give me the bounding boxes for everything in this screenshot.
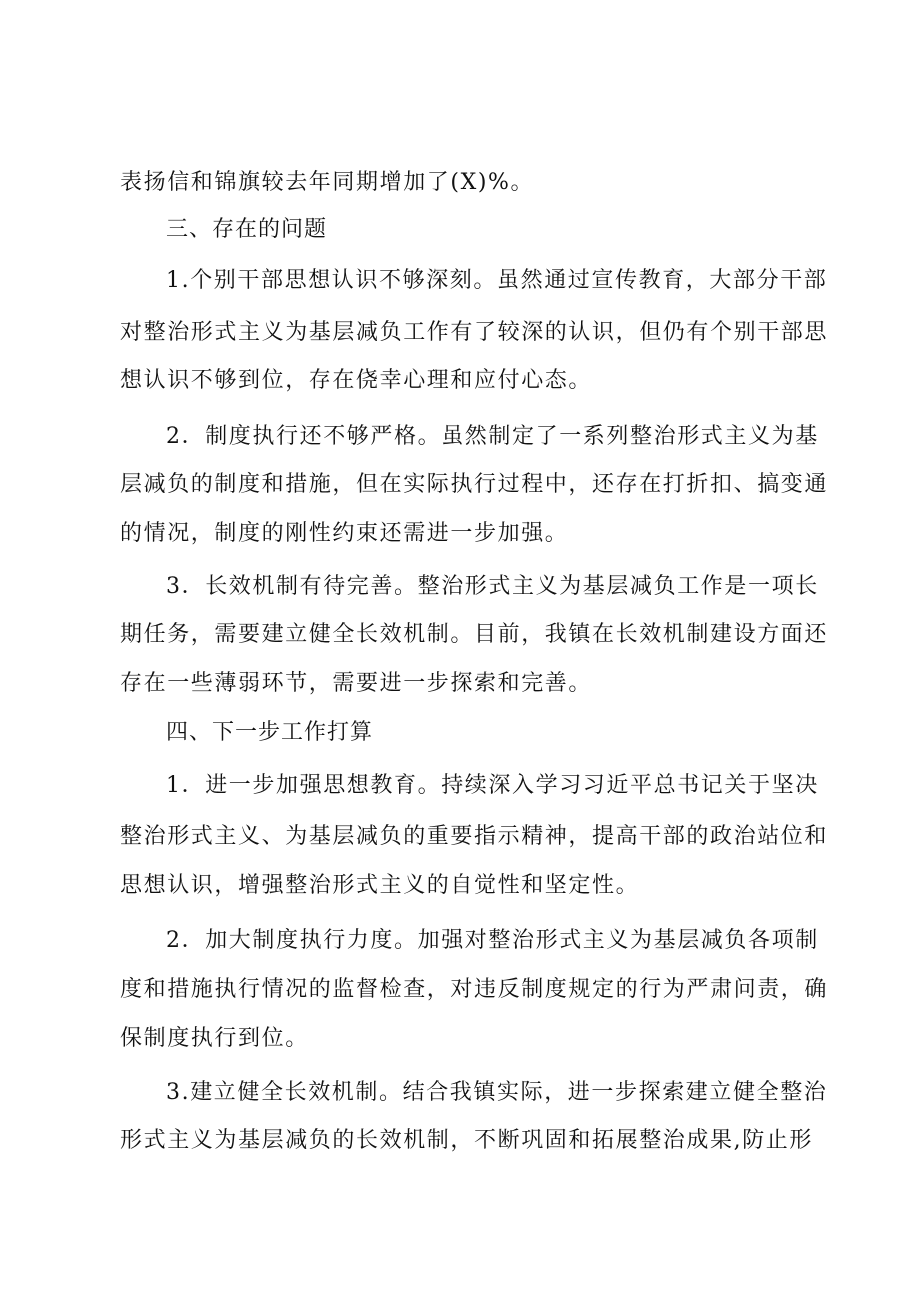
paragraph-line: 形式主义为基层减负的长效机制，不断巩固和拓展整治成果,防止形 [120, 1128, 813, 1153]
paragraph-line: 期任务，需要建立健全长效机制。目前，我镇在长效机制建设方面还 [120, 622, 829, 647]
paragraph-line: 2．加大制度执行力度。加强对整治形式主义为基层减负各项制 [166, 928, 819, 953]
paragraph-line: 思想认识，增强整治形式主义的自觉性和坚定性。 [120, 873, 640, 898]
paragraph-line: 表扬信和锦旗较去年同期增加了(X)%。 [120, 170, 535, 195]
paragraph-line: 整治形式主义、为基层减负的重要指示精神，提高干部的政治站位和 [120, 824, 829, 849]
paragraph-line: 层减负的制度和措施，但在实际执行过程中，还存在打折扣、搞变通 [120, 472, 829, 497]
paragraph-line: 度和措施执行情况的监督检查，对违反制度规定的行为严肃问责，确 [120, 977, 829, 1002]
paragraph-line: 1．进一步加强思想教育。持续深入学习习近平总书记关于坚决 [166, 773, 819, 798]
paragraph-line: 3．长效机制有待完善。整治形式主义为基层减负工作是一项长 [166, 574, 819, 599]
paragraph-line: 1.个别干部思想认识不够深刻。虽然通过宣传教育，大部分干部 [166, 268, 828, 293]
paragraph-line: 保制度执行到位。 [120, 1026, 309, 1051]
paragraph-line: 想认识不够到位，存在侥幸心理和应付心态。 [120, 368, 593, 393]
paragraph-line: 对整治形式主义为基层减负工作有了较深的认识，但仍有个别干部思 [120, 320, 829, 345]
section-heading-next-steps: 四、下一步工作打算 [166, 720, 374, 745]
paragraph-line: 2．制度执行还不够严格。虽然制定了一系列整治形式主义为基 [166, 424, 819, 449]
paragraph-line: 的情况，制度的刚性约束还需进一步加强。 [120, 521, 569, 546]
paragraph-line: 存在一些薄弱环节，需要进一步探索和完善。 [120, 671, 593, 696]
paragraph-line: 3.建立健全长效机制。结合我镇实际，进一步探索建立健全整治 [166, 1080, 828, 1105]
section-heading-problems: 三、存在的问题 [166, 217, 328, 242]
